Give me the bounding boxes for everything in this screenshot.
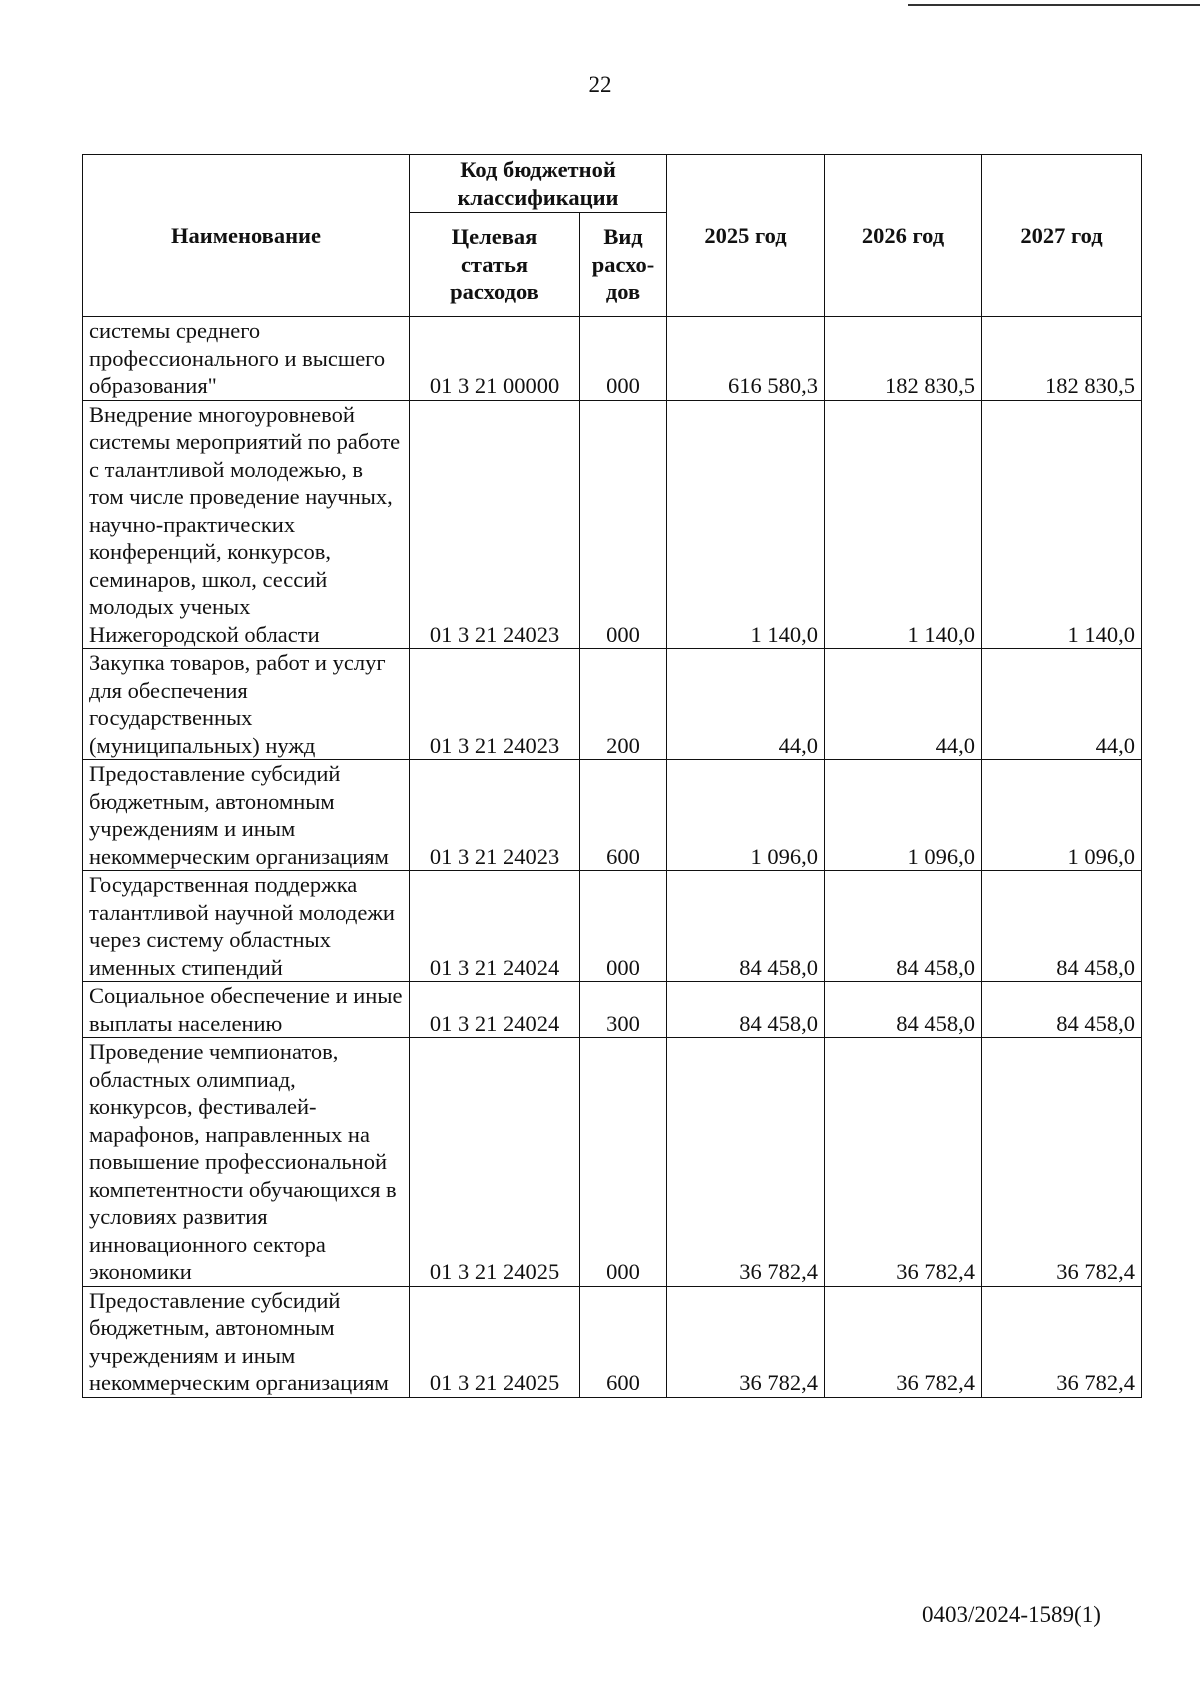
row-expense-kind-cell: 600 (580, 1286, 667, 1397)
row-expense-kind-cell: 200 (580, 649, 667, 760)
row-2025-cell: 36 782,4 (667, 1286, 825, 1397)
row-target-code-cell: 01 3 21 24025 (410, 1286, 580, 1397)
row-target-code-cell: 01 3 21 24023 (410, 760, 580, 871)
row-2025-cell: 1 096,0 (667, 760, 825, 871)
row-2026-cell: 36 782,4 (825, 1286, 982, 1397)
table-row (83, 982, 1142, 1038)
row-expense-kind-cell: 000 (580, 1038, 667, 1287)
row-2027-cell: 36 782,4 (982, 1038, 1142, 1287)
page-number: 22 (588, 72, 612, 97)
table-row (83, 1286, 1142, 1397)
row-2025-cell: 616 580,3 (667, 317, 825, 401)
row-target-code-cell: 01 3 21 24023 (410, 400, 580, 649)
header-expense-kind: Вид расхо-дов (580, 213, 667, 317)
row-2026-cell: 36 782,4 (825, 1038, 982, 1287)
table-row (83, 1038, 1142, 1287)
table-header (83, 155, 1142, 317)
table-row (83, 760, 1142, 871)
row-name-cell: Предоставление субсидий бюджетным, автономным учреждениям и иным некоммерческим организациям (83, 1286, 410, 1397)
row-2026-cell: 1 140,0 (825, 400, 982, 649)
header-target-article: Целевая статья расходов (410, 213, 580, 317)
header-2027: 2027 год (982, 155, 1142, 317)
row-expense-kind-cell: 000 (580, 871, 667, 982)
row-expense-kind-cell: 000 (580, 400, 667, 649)
budget-table (82, 154, 1142, 1398)
row-2026-cell: 84 458,0 (825, 982, 982, 1038)
header-code-group: Код бюджетной классификации (410, 155, 667, 213)
row-name-cell: Государственная поддержка талантливой научной молодежи через систему областных именных стипендий (83, 871, 410, 982)
row-2026-cell: 84 458,0 (825, 871, 982, 982)
top-rule (908, 4, 1200, 6)
row-expense-kind-cell: 300 (580, 982, 667, 1038)
row-2027-cell: 84 458,0 (982, 871, 1142, 982)
header-name: Наименование (83, 155, 410, 317)
row-2027-cell: 84 458,0 (982, 982, 1142, 1038)
row-name-cell: Проведение чемпионатов, областных олимпиад, конкурсов, фестивалей-марафонов, направленных на повышение профессиональной компетентности обучающихся в условиях развития инновационного сектора экономики (83, 1038, 410, 1287)
row-target-code-cell: 01 3 21 24024 (410, 871, 580, 982)
table-body (83, 317, 1142, 1398)
document-code: 0403/2024-1589(1) (922, 1602, 1101, 1627)
row-expense-kind-cell: 600 (580, 760, 667, 871)
row-2027-cell: 1 140,0 (982, 400, 1142, 649)
row-2025-cell: 36 782,4 (667, 1038, 825, 1287)
table-row (83, 400, 1142, 649)
row-name-cell: Закупка товаров, работ и услуг для обеспечения государственных (муниципальных) нужд (83, 649, 410, 760)
row-target-code-cell: 01 3 21 24024 (410, 982, 580, 1038)
row-2025-cell: 1 140,0 (667, 400, 825, 649)
row-name-cell: системы среднего профессионального и высшего образования" (83, 317, 410, 401)
row-2026-cell: 182 830,5 (825, 317, 982, 401)
header-2025: 2025 год (667, 155, 825, 317)
row-2026-cell: 1 096,0 (825, 760, 982, 871)
row-2026-cell: 44,0 (825, 649, 982, 760)
row-2027-cell: 44,0 (982, 649, 1142, 760)
row-name-cell: Внедрение многоуровневой системы мероприятий по работе с талантливой молодежью, в том числе проведение научных, научно-практических конференций, конкурсов, семинаров, школ, сессий молодых ученых Нижегородской области (83, 400, 410, 649)
row-2025-cell: 84 458,0 (667, 982, 825, 1038)
row-expense-kind-cell: 000 (580, 317, 667, 401)
table-row (83, 871, 1142, 982)
row-target-code-cell: 01 3 21 24023 (410, 649, 580, 760)
row-2025-cell: 44,0 (667, 649, 825, 760)
header-row-1 (83, 155, 1142, 213)
row-2027-cell: 1 096,0 (982, 760, 1142, 871)
row-2025-cell: 84 458,0 (667, 871, 825, 982)
row-name-cell: Предоставление субсидий бюджетным, автономным учреждениям и иным некоммерческим организациям (83, 760, 410, 871)
row-2027-cell: 182 830,5 (982, 317, 1142, 401)
table-row (83, 649, 1142, 760)
header-2026: 2026 год (825, 155, 982, 317)
row-2027-cell: 36 782,4 (982, 1286, 1142, 1397)
table-row (83, 317, 1142, 401)
row-target-code-cell: 01 3 21 24025 (410, 1038, 580, 1287)
row-target-code-cell: 01 3 21 00000 (410, 317, 580, 401)
row-name-cell: Социальное обеспечение и иные выплаты населению (83, 982, 410, 1038)
